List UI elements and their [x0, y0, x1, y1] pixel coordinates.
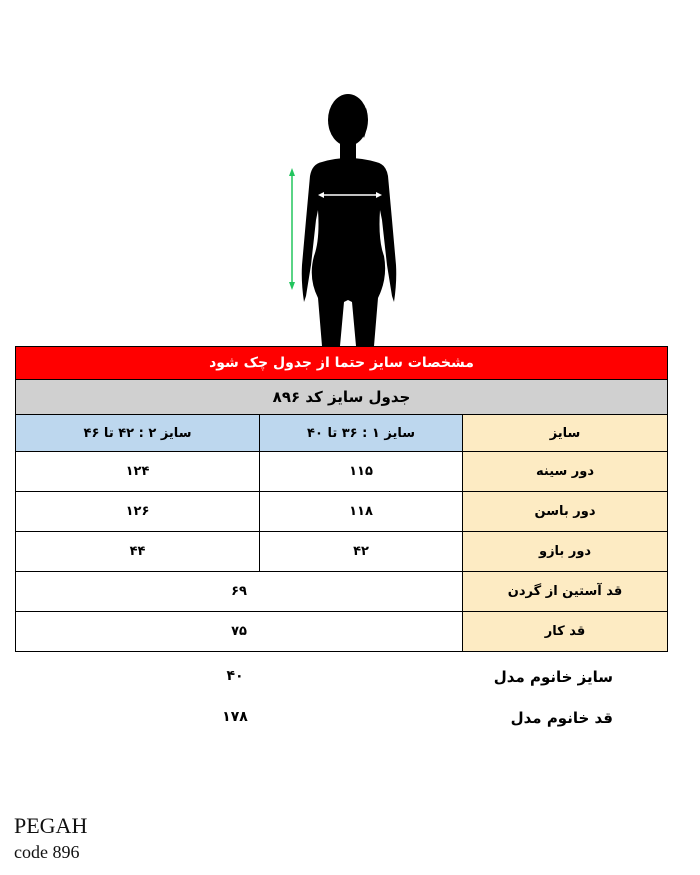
header-size1: سایز ۱ : ۳۶ تا ۴۰: [260, 415, 463, 452]
model-silhouette: [270, 90, 430, 346]
row-size2-value: ۴۴: [16, 532, 260, 572]
size-table: [15, 346, 668, 652]
table-title: جدول سایز کد ۸۹۶: [16, 380, 668, 415]
length-measure-arrow: [289, 168, 295, 290]
header-size-label: سایز: [463, 415, 668, 452]
model-size-label: سایز خانوم مدل: [493, 668, 613, 686]
model-height-label: قد خانوم مدل: [510, 709, 613, 727]
row-size1-value: ۱۱۸: [260, 492, 463, 532]
row-label: دور بازو: [463, 532, 668, 572]
model-size-value: ۴۰: [226, 668, 244, 684]
size-check-banner: مشخصات سایز حتما از جدول چک شود: [16, 347, 668, 380]
row-size1-value: ۴۲: [260, 532, 463, 572]
table-row: [16, 452, 668, 492]
row-merged-value: ۶۹: [16, 572, 463, 612]
brand-name: PEGAH: [14, 813, 88, 838]
table-row: [16, 532, 668, 572]
row-size2-value: ۱۲۴: [16, 452, 260, 492]
model-height-value: ۱۷۸: [222, 709, 248, 725]
table-row: [16, 492, 668, 532]
row-label: دور سینه: [463, 452, 668, 492]
row-merged-value: ۷۵: [16, 612, 463, 652]
row-label: قد آستین از گردن: [463, 572, 668, 612]
row-size1-value: ۱۱۵: [260, 452, 463, 492]
table-row: [16, 572, 668, 612]
row-size2-value: ۱۲۶: [16, 492, 260, 532]
product-code: code 896: [14, 842, 80, 862]
row-label: دور باسن: [463, 492, 668, 532]
row-label: قد کار: [463, 612, 668, 652]
header-size2: سایز ۲ : ۴۲ تا ۴۶: [16, 415, 260, 452]
table-row: [16, 612, 668, 652]
